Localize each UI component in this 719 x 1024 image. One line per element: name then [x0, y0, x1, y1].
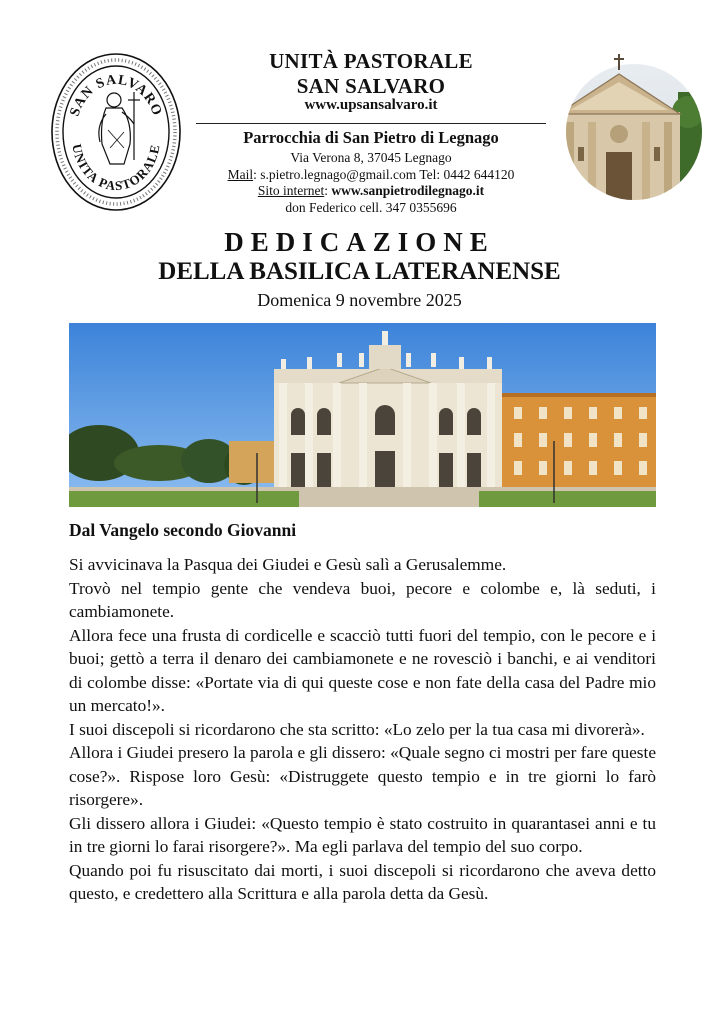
gospel-paragraph: Gli dissero allora i Giudei: «Questo tempio è stato costruito in quarantasei anni e tu in tre giorni lo farai risorgere?». Ma egli parlava del tempio del suo corpo. — [69, 813, 656, 856]
parish-address: Via Verona 8, 37045 Legnago — [290, 150, 452, 165]
site-separator: : — [324, 183, 332, 198]
parish-website — [196, 183, 546, 199]
gospel-paragraph: Trovò nel tempio gente che vendeva buoi, pecore e colombe e, là seduti, i cambiamonete. — [69, 578, 656, 621]
site-value-link[interactable]: www.sanpietrodilegnago.it — [331, 183, 485, 198]
page-title-line2: DELLA BASILICA LATERANENSE — [158, 258, 561, 285]
svg-text:SAN SALVARO: SAN SALVARO — [67, 72, 165, 119]
gospel-paragraph: Allora fece una frusta di cordicelle e scacciò tutti fuori del tempio, con le pecore e i buoi; gettò a terra il denaro dei cambiamonete e ne rovesciò i banchi, e ai venditori di colombe disse: «Portate via di qui queste cose e non fate della casa del Padre mio un mercato!». — [69, 625, 656, 715]
basilica-photo — [69, 323, 656, 507]
site-label: Sito internet — [257, 183, 325, 198]
parish-name: Parrocchia di San Pietro di Legnago — [243, 128, 499, 147]
gospel-paragraph: Quando poi fu risuscitato dai morti, i suoi discepoli si ricordarono che aveva detto questo, e credettero alla Scrittura e alla parola detta da Gesù. — [69, 860, 656, 903]
page-title-line1: DEDICAZIONE — [224, 227, 495, 257]
priest-contact: don Federico cell. 347 0355696 — [285, 200, 457, 215]
org-title-line1: UNITÀ PASTORALE — [269, 49, 473, 73]
gospel-paragraph: I suoi discepoli si ricordarono che sta scritto: «Lo zelo per la tua casa mi divorerà». — [69, 719, 645, 739]
church-photo — [548, 52, 702, 202]
mail-label: Mail — [227, 167, 254, 182]
gospel-paragraph: Si avvicinava la Pasqua dei Giudei e Gesù salì a Gerusalemme. — [69, 555, 507, 574]
event-date: Domenica 9 novembre 2025 — [257, 290, 462, 310]
org-website-link[interactable]: www.upsansalvaro.it — [304, 97, 438, 113]
mail-value[interactable]: : s.pietro.legnago@gmail.com Tel: 0442 644120 — [253, 167, 515, 182]
svg-text:UNITA PASTORALE: UNITA PASTORALE — [69, 142, 163, 194]
gospel-paragraph: Allora i Giudei presero la parola e gli dissero: «Quale segno ci mostri per fare queste cose?». Rispose loro Gesù: «Distruggete questo tempio e in tre giorni lo farò risorgere». — [69, 743, 656, 809]
gospel-text — [69, 553, 656, 906]
header-divider — [196, 123, 546, 124]
org-title-line2: SAN SALVARO — [296, 74, 446, 98]
unita-pastorale-seal-logo — [50, 52, 182, 212]
gospel-heading: Dal Vangelo secondo Giovanni — [69, 520, 297, 540]
parish-contacts — [196, 167, 546, 183]
